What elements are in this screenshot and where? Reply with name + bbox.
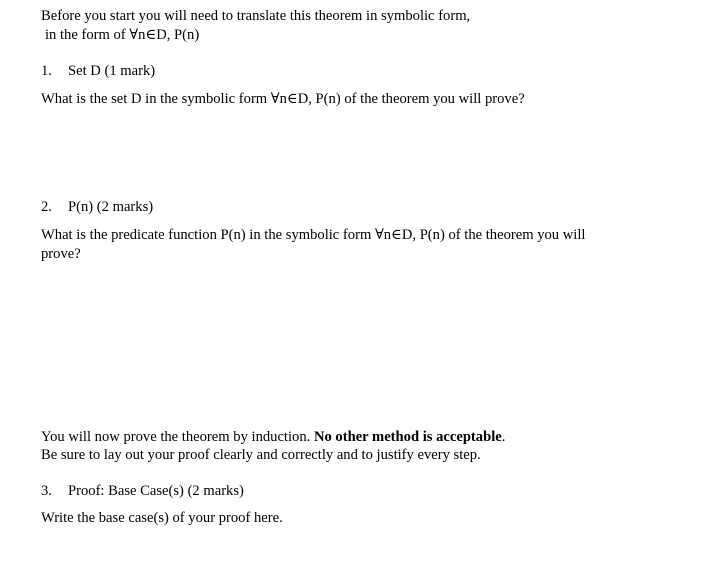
question-3-title: Proof: Base Case(s) (2 marks) bbox=[68, 483, 244, 499]
intro-line-2: in the form of ∀n∈D, P(n) bbox=[45, 27, 200, 43]
question-2-text-line-1: What is the predicate function P(n) in the symbolic form ∀n∈D, P(n) of the theorem you will bbox=[41, 227, 586, 243]
question-3-text: Write the base case(s) of your proof here. bbox=[41, 510, 283, 526]
induction-instruction-line-1 bbox=[41, 428, 505, 446]
induction-text: You will now prove the theorem by induction. bbox=[41, 429, 314, 445]
induction-instruction-line-2: Be sure to lay out your proof clearly and correctly and to justify every step. bbox=[41, 447, 481, 463]
question-3-heading bbox=[41, 482, 244, 500]
question-3-number: 3. bbox=[41, 483, 52, 499]
question-2-title: P(n) (2 marks) bbox=[68, 199, 154, 215]
induction-emphasis: No other method is acceptable bbox=[313, 429, 502, 445]
question-1-heading bbox=[41, 62, 155, 80]
question-1-text: What is the set D in the symbolic form ∀n∈D, P(n) of the theorem you will prove? bbox=[41, 91, 525, 107]
induction-period: . bbox=[501, 429, 506, 445]
question-2-number: 2. bbox=[41, 199, 52, 215]
question-2-text-line-2: prove? bbox=[41, 246, 81, 262]
question-2-heading bbox=[41, 198, 153, 216]
intro-line-1: Before you start you will need to translate this theorem in symbolic form, bbox=[41, 8, 471, 24]
question-1-title: Set D (1 mark) bbox=[68, 63, 156, 79]
question-1-number: 1. bbox=[41, 63, 52, 79]
